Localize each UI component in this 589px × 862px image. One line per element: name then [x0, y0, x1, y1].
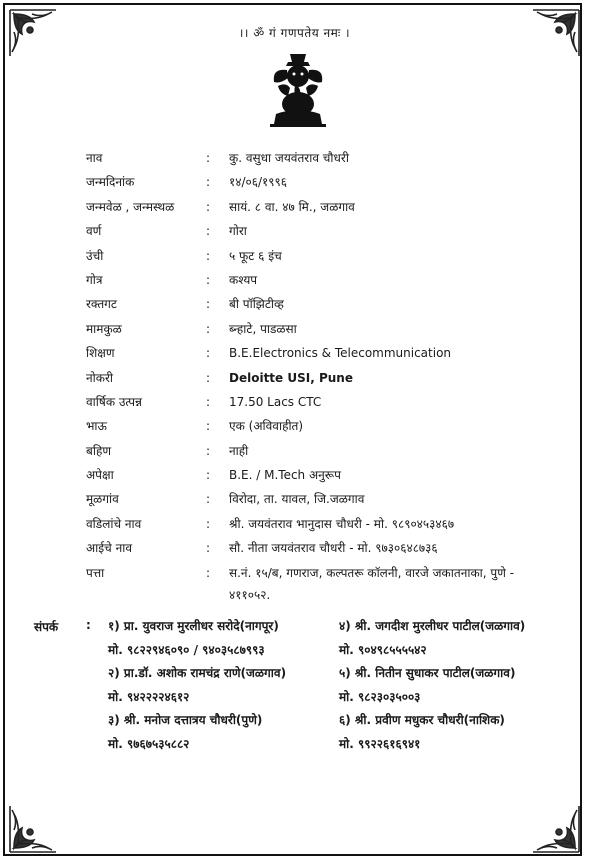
- contact-line: मो. ९८२२९४६०९० / ९४०३५८७९९३: [108, 642, 265, 657]
- contacts-left-column: [108, 618, 286, 759]
- detail-label: मामकुळ: [86, 321, 122, 336]
- detail-label: उंची: [86, 248, 104, 263]
- detail-label: आईचे नाव: [86, 541, 133, 556]
- corner-ornament-bottom-left-icon: [8, 804, 58, 854]
- separator-colon: :: [206, 175, 211, 190]
- contacts-right-column: [339, 618, 525, 759]
- detail-value: कश्यप: [229, 272, 258, 287]
- detail-row-father: [86, 516, 556, 540]
- contact-line: १) प्रा. युवराज मुरलीधर सरोदे(नागपूर): [108, 619, 279, 633]
- detail-label: रक्तगट: [86, 297, 117, 312]
- contact-line: २) प्रा.डॉ. अशोक रामचंद्र राणे(जळगाव): [108, 666, 287, 680]
- separator-colon: :: [206, 151, 211, 165]
- detail-label: शिक्षण: [86, 346, 115, 361]
- detail-row-complexion: [86, 223, 556, 247]
- ganesha-icon: [266, 52, 330, 128]
- detail-row-expectation: [86, 467, 556, 491]
- detail-row-address: [86, 565, 556, 605]
- separator-colon: :: [206, 443, 211, 458]
- detail-row-maternal-family: [86, 321, 556, 345]
- detail-value: एक (अविवाहीत): [229, 419, 304, 434]
- detail-value: Deloitte USI, Pune: [229, 370, 353, 385]
- detail-value: विरोदा, ता. यावल, जि.जळगाव: [229, 492, 365, 507]
- contact-line: ३) श्री. मनोज दत्तात्रय चौधरी(पुणे): [108, 713, 263, 727]
- corner-ornament-bottom-right-icon: [531, 804, 581, 854]
- detail-row-native-place: [86, 491, 556, 515]
- detail-value: 17.50 Lacs CTC: [229, 394, 322, 409]
- detail-label: अपेक्षा: [86, 468, 114, 483]
- detail-row-gotra: [86, 272, 556, 296]
- detail-label: नाव: [86, 151, 103, 165]
- detail-value: कु. वसुधा जयवंतराव चौधरी: [229, 151, 349, 165]
- detail-value: B.E.Electronics & Telecommunication: [229, 346, 452, 361]
- contact-line: ६) श्री. प्रवीण मधुकर चौधरी(नाशिक): [339, 713, 505, 727]
- detail-label: मूळगांव: [86, 492, 119, 507]
- detail-label: पत्ता: [86, 565, 105, 580]
- detail-value: १४/०६/१९९६: [229, 175, 288, 190]
- detail-row-brother: [86, 418, 556, 442]
- contact-line: मो. ९८२३०३५००३: [339, 689, 421, 704]
- detail-value: श्री. जयवंतराव भानुदास चौधरी - मो. ९८९०४५३४६७: [229, 516, 455, 531]
- detail-value: बी पॉझिटीव्ह: [229, 297, 284, 312]
- detail-value: नाही: [229, 443, 249, 458]
- separator-colon: :: [206, 492, 211, 507]
- separator-colon: :: [206, 516, 211, 531]
- separator-colon: :: [206, 468, 211, 483]
- detail-label: जन्मदिनांक: [86, 175, 135, 190]
- detail-value: स.नं. १५/ब, गणराज, कल्पतरू कॉलनी, वारजे जकातनाका, पुणे - ४११०५२.: [229, 565, 515, 602]
- contact-line: मो. ९९२२६१६९४१: [339, 736, 421, 751]
- separator-colon: :: [206, 394, 211, 409]
- detail-value: ५ फूट ६ इंच: [229, 248, 282, 263]
- detail-label: वर्ण: [86, 224, 102, 239]
- separator-colon: :: [206, 370, 211, 385]
- detail-label: बहिण: [86, 443, 112, 458]
- detail-row-birthdate: [86, 174, 556, 198]
- detail-row-job: [86, 370, 556, 394]
- separator-colon: :: [206, 419, 211, 434]
- detail-value: B.E. / M.Tech अनुरूप: [229, 468, 341, 483]
- detail-row-name: [86, 150, 556, 174]
- separator-colon: :: [206, 248, 211, 263]
- detail-label: वार्षिक उत्पन्न: [86, 394, 142, 409]
- detail-row-income: [86, 394, 556, 418]
- detail-value: सायं. ८ वा. ४७ मि., जळगाव: [229, 199, 355, 214]
- separator-colon: :: [206, 321, 211, 336]
- separator-colon: :: [86, 618, 91, 632]
- detail-row-birthtime-place: [86, 199, 556, 223]
- separator-colon: :: [206, 297, 211, 312]
- separator-colon: :: [206, 565, 211, 580]
- detail-row-education: [86, 345, 556, 369]
- detail-value: ब्न्हाटे, पाडळसा: [229, 321, 297, 336]
- contacts-heading: संपर्क: [34, 620, 59, 634]
- separator-colon: :: [206, 199, 211, 214]
- contact-line: ५) श्री. नितीन सुधाकर पाटील(जळगाव): [339, 666, 516, 680]
- detail-value: गोरा: [229, 224, 247, 239]
- invocation-text: ।। ॐ गं गणपतेय नमः ।: [238, 26, 351, 40]
- detail-row-blood-group: [86, 296, 556, 320]
- detail-value: सौ. नीता जयवंतराव चौधरी - मो. ९७३०६४८७३६: [229, 541, 438, 556]
- separator-colon: :: [206, 541, 211, 556]
- detail-label: वडिलांचे नाव: [86, 516, 142, 531]
- contact-line: मो. ९४२२२२४६१२: [108, 689, 190, 704]
- detail-label: नोकरी: [86, 370, 114, 385]
- separator-colon: :: [206, 224, 211, 239]
- contact-line: मो. ९०४९८५५५५४२: [339, 642, 427, 657]
- detail-row-sister: [86, 443, 556, 467]
- separator-colon: :: [206, 272, 211, 287]
- detail-label: जन्मवेळ , जन्मस्थळ: [86, 199, 175, 214]
- detail-label: गोत्र: [86, 272, 103, 287]
- contact-line: मो. ९७६७५३५८८२: [108, 736, 190, 751]
- contact-line: ४) श्री. जगदीश मुरलीधर पाटील(जळगाव): [339, 619, 526, 633]
- separator-colon: :: [206, 346, 211, 361]
- biodata-details: [86, 150, 556, 605]
- detail-label: भाऊ: [86, 419, 107, 434]
- detail-row-height: [86, 248, 556, 272]
